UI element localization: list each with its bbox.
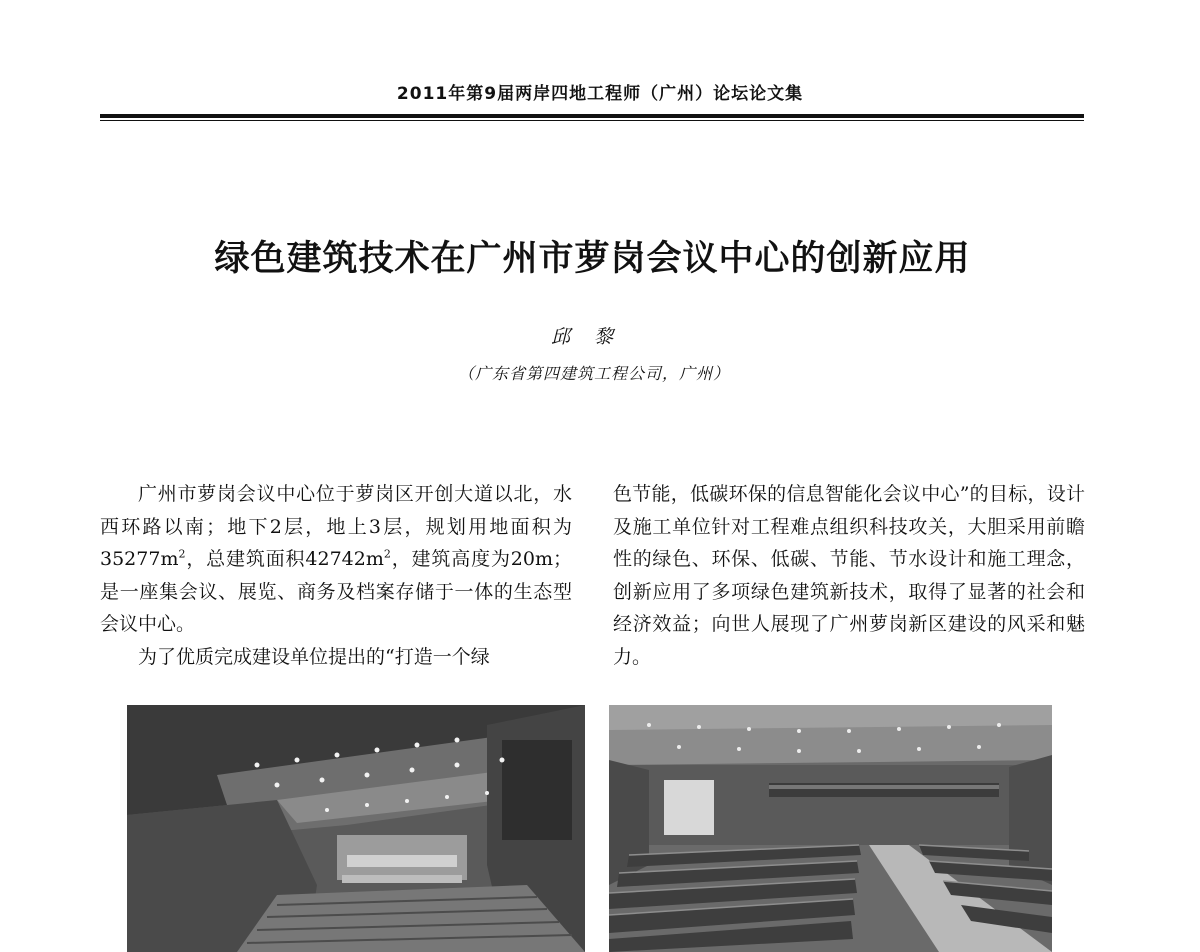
right-column — [613, 478, 1085, 673]
auditorium-photo-graphic — [127, 705, 585, 952]
left-column — [100, 478, 572, 673]
intro-text-b: ，总建筑面积42742m — [185, 548, 384, 570]
paragraph-goal-start: 为了优质完成建设单位提出的“打造一个绿 — [138, 645, 490, 668]
superscript-2: 2 — [383, 547, 391, 561]
auditorium-photo — [127, 705, 585, 952]
author-name: 邱黎 — [550, 326, 637, 348]
running-header: 2011年第9届两岸四地工程师（广州）论坛论文集 — [396, 84, 804, 104]
header-rule-thin — [100, 120, 1084, 121]
superscript-2: 2 — [178, 547, 186, 561]
paragraph-goal-continued: 色节能，低碳环保的信息智能化会议中心”的目标，设计及施工单位针对工程难点组织科技攻关，大胆采用前瞻性的绿色、环保、低碳、节能、节水设计和施工理念，创新应用了多项绿色建筑新技术，取得了显著的社会和经济效益；向世人展现了广州萝岗新区建设的风采和魅力。 — [613, 483, 1085, 668]
meeting-hall-photo-graphic — [609, 705, 1052, 952]
author-affiliation: （广东省第四建筑工程公司，广州） — [457, 364, 730, 383]
paragraph-intro — [100, 478, 572, 641]
paper-title: 绿色建筑技术在广州市萝岗会议中心的创新应用 — [214, 239, 971, 279]
header-rule-thick — [100, 114, 1084, 118]
intro-text-a: 广州市萝岗会议中心位于萝岗区开创大道以北，水西环路以南；地下2层，地上3层，规划用地面积为35277m — [100, 483, 572, 570]
intro-text-c: ，建筑高度为20m；是一座集会议、展览、商务及档案存储于一体的生态型会议中心。 — [100, 548, 572, 635]
meeting-hall-photo — [609, 705, 1052, 952]
